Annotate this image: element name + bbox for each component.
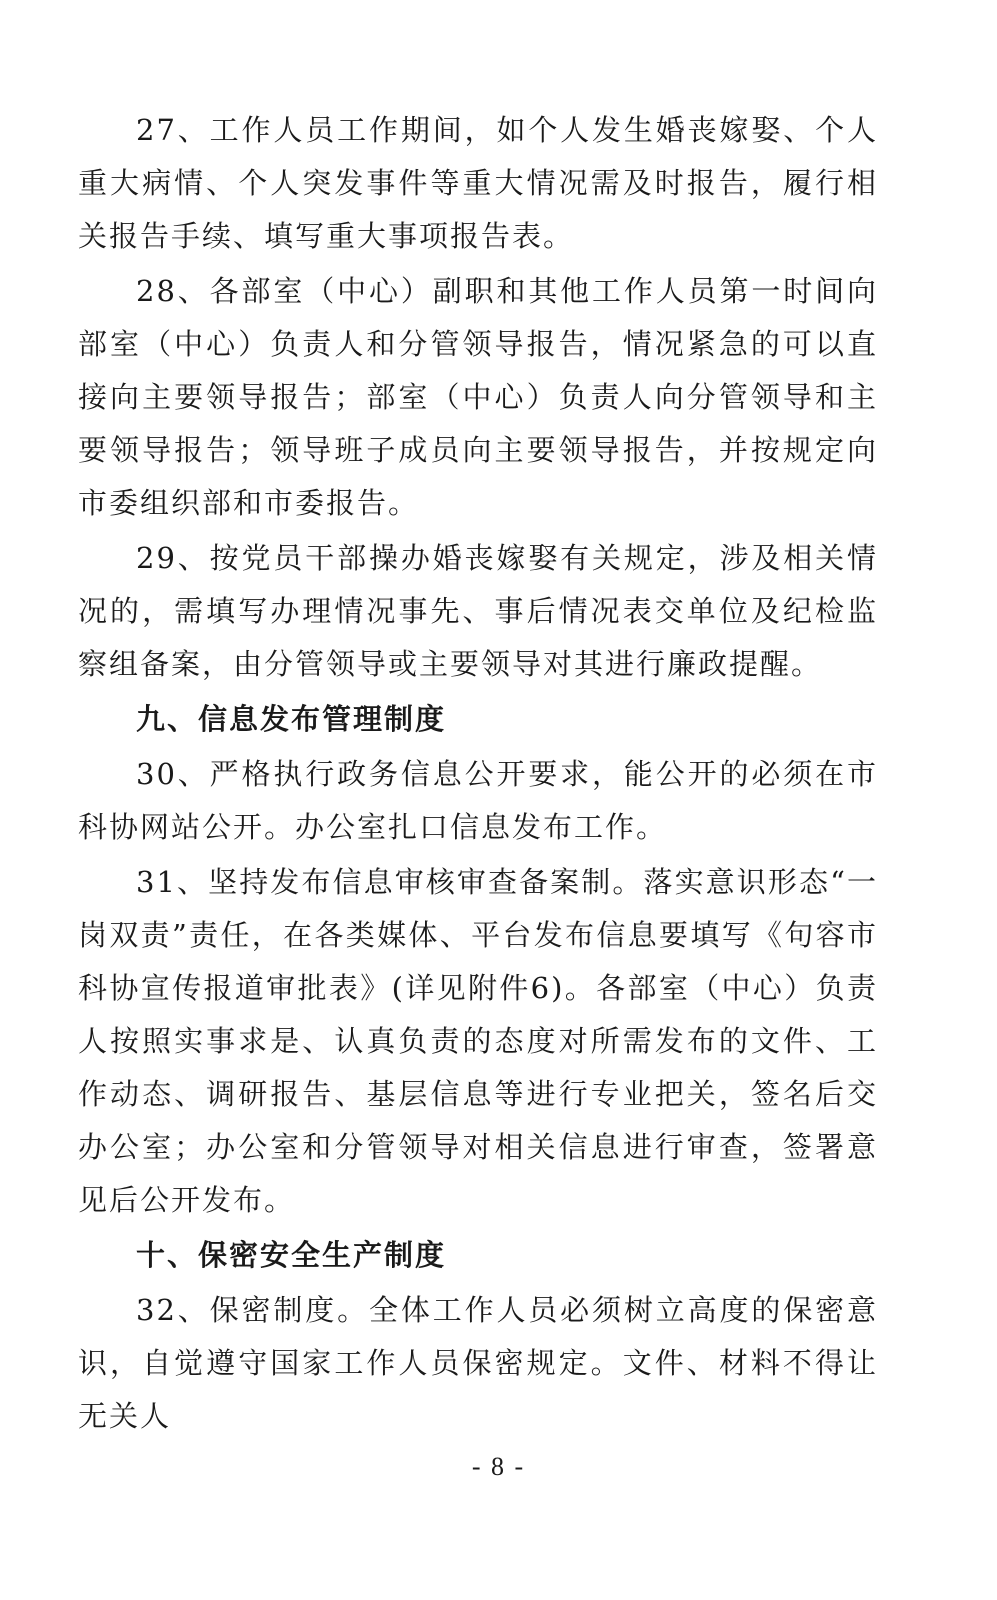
paragraph-30: 30、严格执行政务信息公开要求，能公开的必须在市科协网站公开。办公室扎口信息发布工作。 — [78, 757, 878, 844]
paragraph-31: 31、坚持发布信息审核审查备案制。落实意识形态“一岗双责”责任，在各类媒体、平台发布信息要填写《句容市科协宣传报道审批表》(详见附件6)。各部室（中心）负责人按照实事求是、认真负责的态度对所需发布的文件、工作动态、调研报告、基层信息等进行专业把关，签名后交办公室；办公室和分管领导对相关信息进行审查，签署意见后公开发布。 — [78, 865, 878, 1217]
section-heading-10: 十、保密安全生产制度 — [136, 1238, 447, 1272]
section-heading-9: 九、信息发布管理制度 — [136, 702, 447, 736]
paragraph-29: 29、按党员干部操办婚丧嫁娶有关规定，涉及相关情况的，需填写办理情况事先、事后情况表交单位及纪检监察组备案，由分管领导或主要领导对其进行廉政提醒。 — [78, 541, 878, 681]
paragraph-32: 32、保密制度。全体工作人员必须树立高度的保密意识，自觉遵守国家工作人员保密规定。文件、材料不得让无关人 — [78, 1293, 878, 1433]
paragraph-28: 28、各部室（中心）副职和其他工作人员第一时间向部室（中心）负责人和分管领导报告，情况紧急的可以直接向主要领导报告；部室（中心）负责人向分管领导和主要领导报告；领导班子成员向主要领导报告，并按规定向市委组织部和市委报告。 — [78, 274, 878, 520]
document-body — [78, 104, 878, 1445]
page-number: - 8 - — [471, 1452, 526, 1481]
paragraph-27: 27、工作人员工作期间，如个人发生婚丧嫁娶、个人重大病情、个人突发事件等重大情况需及时报告，履行相关报告手续、填写重大事项报告表。 — [78, 113, 878, 253]
